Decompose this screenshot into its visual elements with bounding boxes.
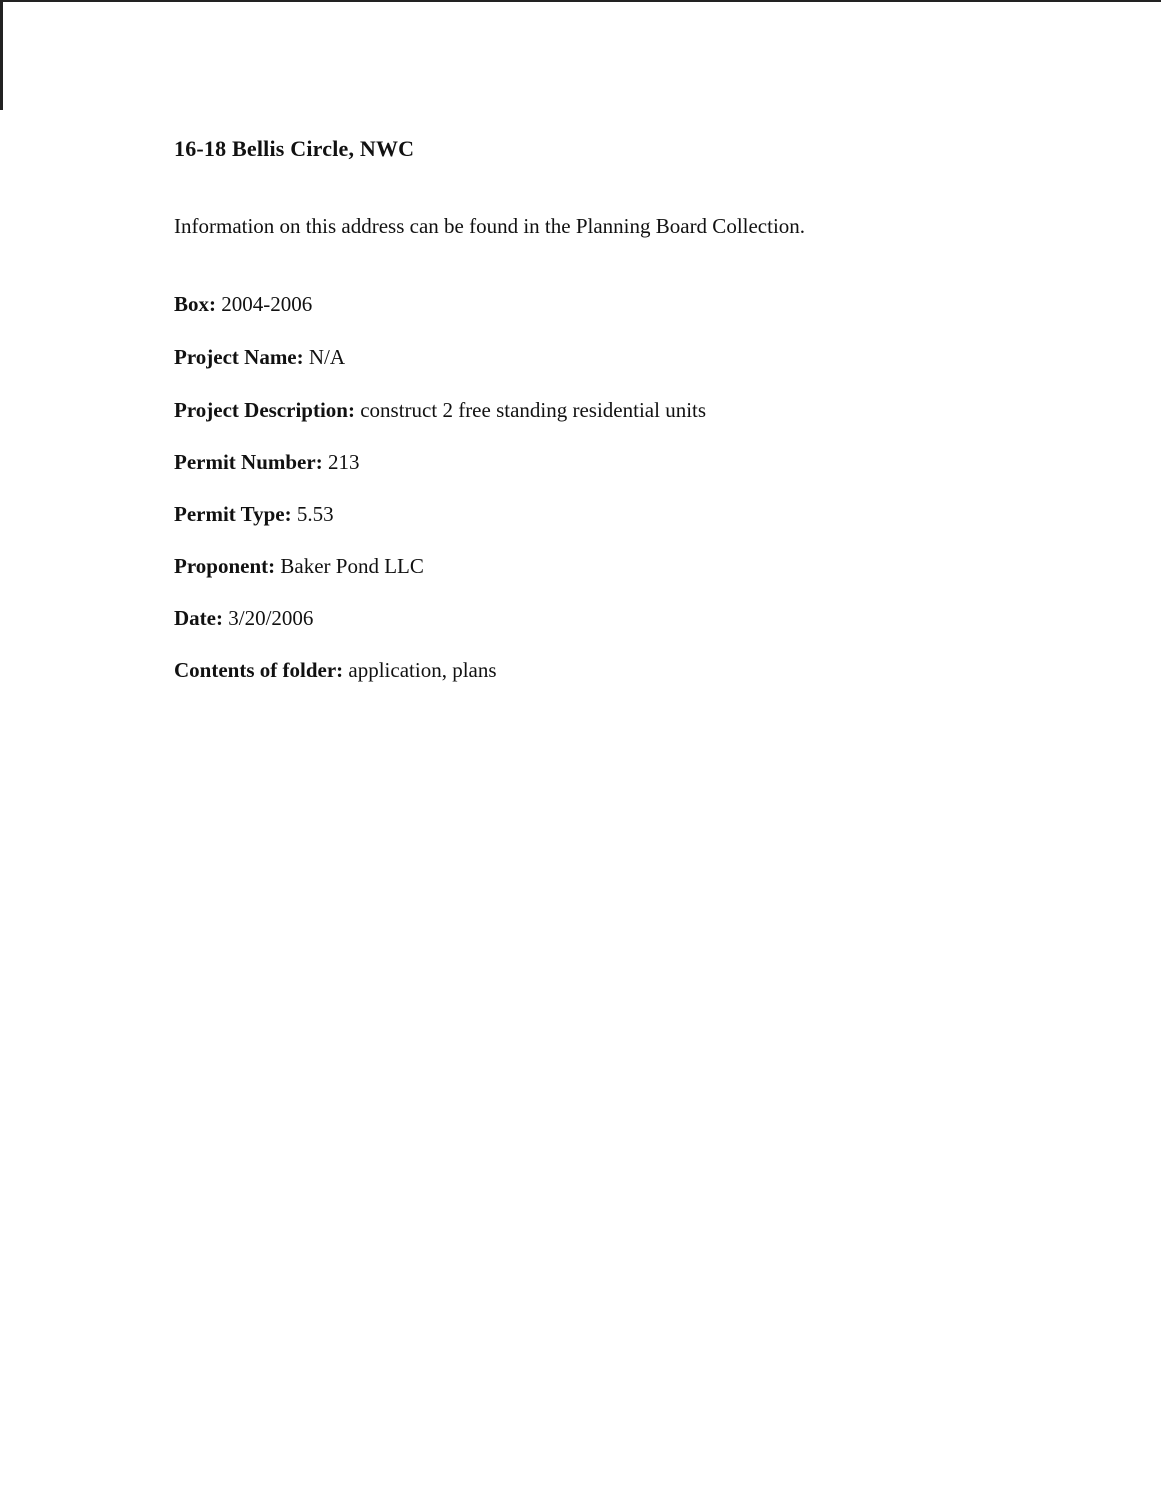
field-value: Baker Pond LLC bbox=[275, 554, 424, 578]
field-permit-type bbox=[174, 502, 334, 527]
field-value: 213 bbox=[322, 450, 360, 474]
field-label: Contents of folder: bbox=[174, 658, 344, 682]
field-value: application, plans bbox=[343, 658, 497, 682]
field-label: Permit Number: bbox=[174, 450, 323, 474]
intro-text: Information on this address can be found in the Planning Board Collection. bbox=[174, 214, 806, 238]
field-value: 5.53 bbox=[291, 502, 334, 526]
field-proponent bbox=[174, 554, 424, 579]
field-value: N/A bbox=[303, 345, 346, 369]
field-project-description bbox=[174, 398, 706, 423]
field-label: Date: bbox=[174, 606, 223, 630]
scan-edge-top bbox=[0, 0, 1161, 2]
field-label: Box: bbox=[174, 292, 216, 316]
field-value: 3/20/2006 bbox=[222, 606, 314, 630]
field-permit-number bbox=[174, 450, 359, 475]
field-label: Proponent: bbox=[174, 554, 276, 578]
address-heading: 16-18 Bellis Circle, NWC bbox=[174, 136, 415, 161]
field-box bbox=[174, 292, 312, 317]
field-project-name bbox=[174, 345, 345, 370]
field-value: 2004-2006 bbox=[216, 292, 313, 316]
field-date bbox=[174, 606, 313, 631]
field-value: construct 2 free standing residential units bbox=[354, 398, 707, 422]
field-contents-of-folder bbox=[174, 658, 497, 683]
field-label: Project Description: bbox=[174, 398, 355, 422]
field-label: Permit Type: bbox=[174, 502, 292, 526]
scan-edge-left bbox=[0, 0, 3, 110]
field-label: Project Name: bbox=[174, 345, 304, 369]
